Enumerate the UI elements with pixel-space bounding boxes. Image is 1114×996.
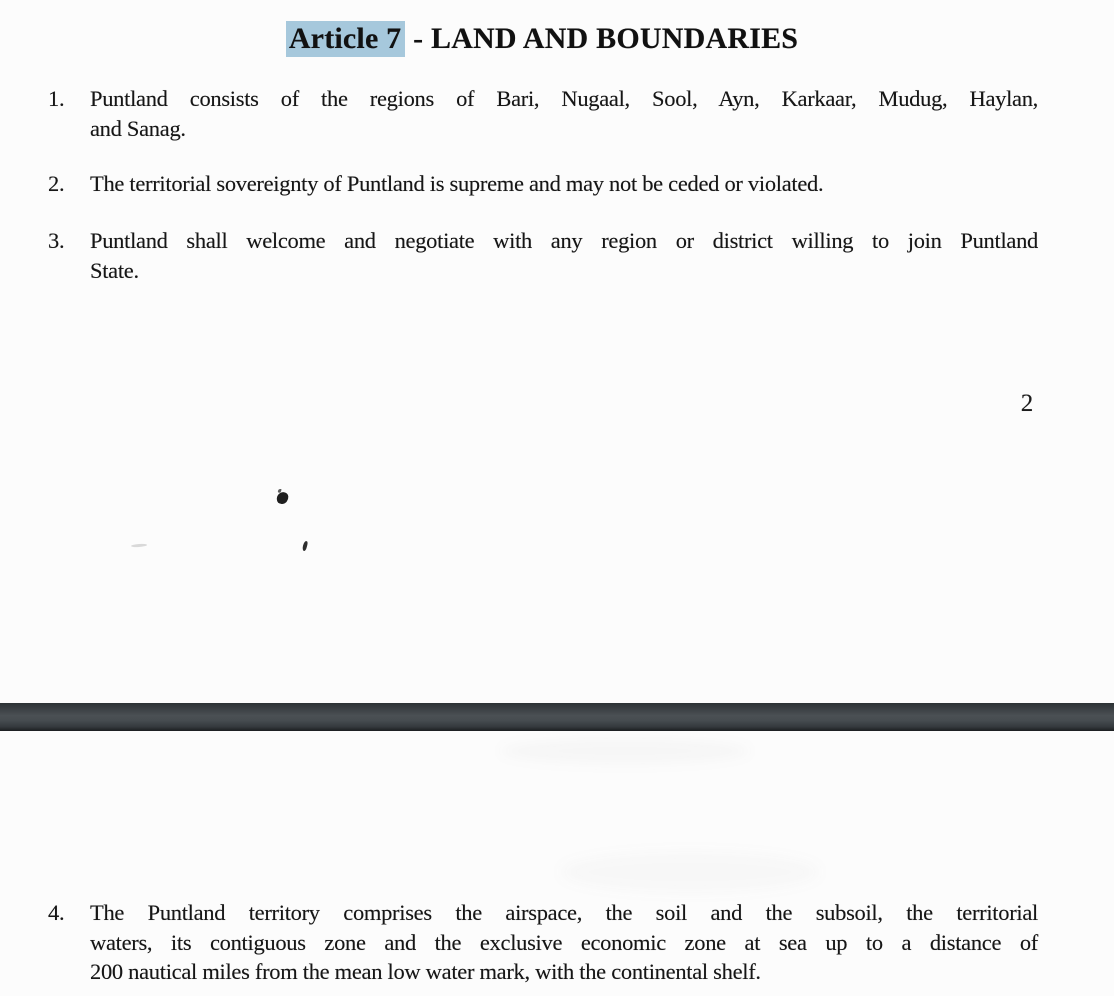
list-item-number: 1. [48,86,65,111]
article-title [0,22,1084,56]
list-item-1 [48,84,1038,143]
list-item-number: 4. [48,900,65,925]
text-line: waters, its contiguous zone and the exclusive economic zone at sea up to a distance of [90,929,1038,955]
scan-smudge [500,738,750,764]
text-line: State. [90,257,139,283]
ink-speck [275,491,289,506]
text-line: Puntland shall welcome and negotiate with any region or district willing to join Puntland [90,228,1038,253]
list-item-3 [48,226,1038,285]
text-line: The Puntland territory comprises the airspace, the soil and the subsoil, the territorial [90,900,1038,925]
list-item-2 [48,169,1038,199]
ink-speck [302,541,308,552]
list-item-text [90,169,1038,199]
text-line: Puntland consists of the regions of Bari, Nugaal, Sool, Ayn, Karkaar, Mudug, Haylan, [90,86,1038,111]
list-item-number: 3. [48,228,65,253]
search-highlight: Article 7 [286,21,406,57]
list-item-text [90,226,1038,285]
article-title-rest: - LAND AND BOUNDARIES [405,22,799,55]
list-item-number: 2. [48,171,65,196]
text-line: 200 nautical miles from the mean low water mark, with the continental shelf. [90,959,761,984]
scan-smudge [131,543,147,547]
list-item-4 [48,898,1038,987]
list-item-text [90,898,1038,987]
text-line: The territorial sovereignty of Puntland is supreme and may not be ceded or violated. [90,171,824,196]
text-line: and Sanag. [90,115,186,141]
page-separator-bar [0,703,1114,731]
page-number: 2 [1020,390,1034,417]
scan-smudge [560,852,820,892]
list-item-text [90,84,1038,143]
